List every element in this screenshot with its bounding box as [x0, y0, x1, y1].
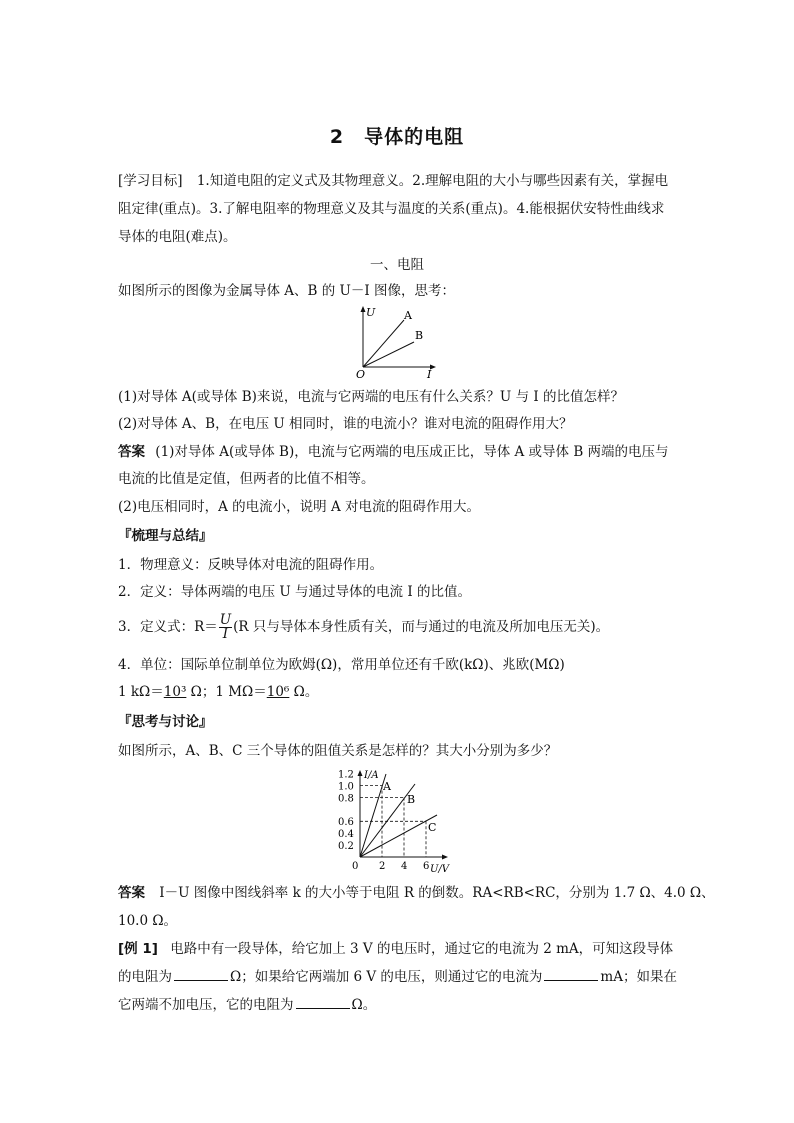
fig2-y-tick: 1.0	[338, 781, 354, 793]
unit-text-3: Ω。	[289, 684, 319, 700]
answer-2-line-2: 10.0 Ω。	[118, 913, 178, 929]
fig2-y-arrow	[358, 770, 363, 776]
objectives-line-2: 阻定律(重点)。3.了解电阻率的物理意义及其与温度的关系(重点)。4.能根据伏安特性曲线求	[118, 201, 665, 217]
unit-value-2: 10⁶	[266, 684, 290, 700]
fig1-line-a	[363, 320, 404, 367]
fig1-line-b	[363, 342, 414, 367]
question-1: (1)对导体 A(或导体 B)来说，电流与它两端的电压有什么关系？U 与 I 的比值怎样？	[118, 389, 624, 405]
answer-2-text-1: I－U 图像中图线斜率 k 的大小等于电阻 R 的倒数。RA<RB<RC，分别为 1.7 Ω、4.0 Ω、	[159, 885, 715, 901]
answer-2-line-1	[118, 883, 715, 903]
fig2-line-c-label: C	[428, 821, 437, 834]
page-title: 2 导体的电阻	[329, 126, 465, 148]
answer-blank-current[interactable]	[544, 967, 598, 981]
fig2-x-tick: 4	[401, 861, 408, 872]
ui-graph-figure	[352, 305, 442, 381]
answer-1-text-1: (1)对导体 A(或导体 B)，电流与它两端的电压成正比，导体 A 或导体 B 两端的电压与	[155, 444, 669, 460]
fig2-origin-label: 0	[352, 861, 359, 872]
example-text-2b: Ω；如果给它两端加 6 V 的电压，则通过它的电流为	[230, 969, 543, 985]
formula-fraction	[219, 614, 232, 641]
unit-value-1: 10³	[163, 684, 187, 700]
example-text-3a: 它两端不加电压，它的电阻为	[118, 997, 294, 1013]
unit-text-2: Ω；1 MΩ＝	[186, 684, 267, 700]
fig2-x-arrow	[442, 855, 448, 860]
example-line-2	[118, 967, 678, 987]
answer-label: 答案	[118, 885, 145, 901]
summary-item-2: 2．定义：导体两端的电压 U 与通过导体的电流 I 的比值。	[118, 584, 471, 600]
unit-conversion	[118, 682, 678, 702]
example-tag: [例 1]	[118, 941, 158, 957]
fig1-origin-label: O	[356, 368, 366, 381]
example-text-3b: Ω。	[351, 997, 377, 1013]
example-line-1	[118, 939, 678, 959]
fig1-y-arrow	[361, 306, 366, 312]
fig1-line-b-label: B	[415, 329, 424, 342]
summary-item-3	[118, 614, 678, 641]
fig2-y-label: I/A	[364, 770, 379, 781]
example-text-2c: mA；如果在	[600, 969, 677, 985]
discussion-heading: 『思考与讨论』	[118, 714, 213, 730]
objectives-line-3: 导体的电阻(难点)。	[118, 229, 237, 245]
fig2-y-tick: 0.4	[338, 829, 354, 840]
iu-graph-figure	[336, 768, 460, 876]
fig2-y-tick: 0.2	[338, 841, 354, 852]
formula-numerator: U	[219, 612, 232, 628]
section-heading: 一、电阻	[370, 257, 424, 273]
fig2-y-tick: 0.8	[338, 793, 354, 805]
fig1-line-a-label: A	[404, 309, 412, 322]
summary-item-4: 4．单位：国际单位制单位为欧姆(Ω)，常用单位还有千欧(kΩ)、兆欧(MΩ)	[118, 657, 565, 673]
fig2-line-a-label: A	[383, 780, 391, 793]
answer-1-line-2: 电流的比值是定值，但两者的比值不相等。	[118, 471, 375, 487]
answer-blank-zero-voltage[interactable]	[296, 995, 350, 1009]
example-text-1: 电路中有一段导体，给它加上 3 V 的电压时，通过它的电流为 2 mA，可知这段导体	[170, 941, 674, 957]
fig2-x-tick: 6	[423, 861, 430, 872]
intro-text: 如图所示的图像为金属导体 A、B 的 U－I 图像，思考：	[118, 283, 456, 299]
fig1-x-label: I	[427, 368, 432, 381]
objectives-tag: [学习目标]	[118, 173, 183, 189]
fig1-y-label: U	[366, 306, 376, 319]
answer-blank-resistance[interactable]	[174, 967, 228, 981]
question-2: (2)对导体 A、B，在电压 U 相同时，谁的电流小？谁对电流的阻碍作用大？	[118, 416, 573, 432]
fig2-x-tick: 2	[379, 861, 386, 872]
discussion-question: 如图所示，A、B、C 三个导体的阻值关系是怎样的？其大小分别为多少？	[118, 743, 558, 759]
formula-suffix: (R 只与导体本身性质有关，而与通过的电流及所加电压无关)。	[233, 619, 610, 635]
answer-1-line-1	[118, 442, 678, 462]
example-text-2a: 的电阻为	[118, 969, 172, 985]
fig2-x-label: U/V	[430, 864, 450, 875]
unit-text-1: 1 kΩ＝	[118, 684, 164, 700]
fig2-y-tick: 0.6	[338, 817, 354, 828]
formula-prefix: 3．定义式：R＝	[118, 619, 218, 635]
summary-heading: 『梳理与总结』	[118, 528, 213, 544]
fig2-line-b-label: B	[407, 793, 416, 806]
formula-denominator: I	[222, 626, 229, 642]
objectives-line-1	[118, 171, 678, 191]
fig2-y-tick: 1.2	[338, 769, 354, 781]
answer-1-line-3: (2)电压相同时，A 的电流小，说明 A 对电流的阻碍作用大。	[118, 499, 480, 515]
summary-item-1: 1．物理意义：反映导体对电流的阻碍作用。	[118, 557, 384, 573]
objectives-text-1: 1.知道电阻的定义式及其物理意义。2.理解电阻的大小与哪些因素有关，掌握电	[196, 173, 669, 189]
answer-label: 答案	[118, 444, 145, 460]
example-line-3	[118, 995, 678, 1015]
